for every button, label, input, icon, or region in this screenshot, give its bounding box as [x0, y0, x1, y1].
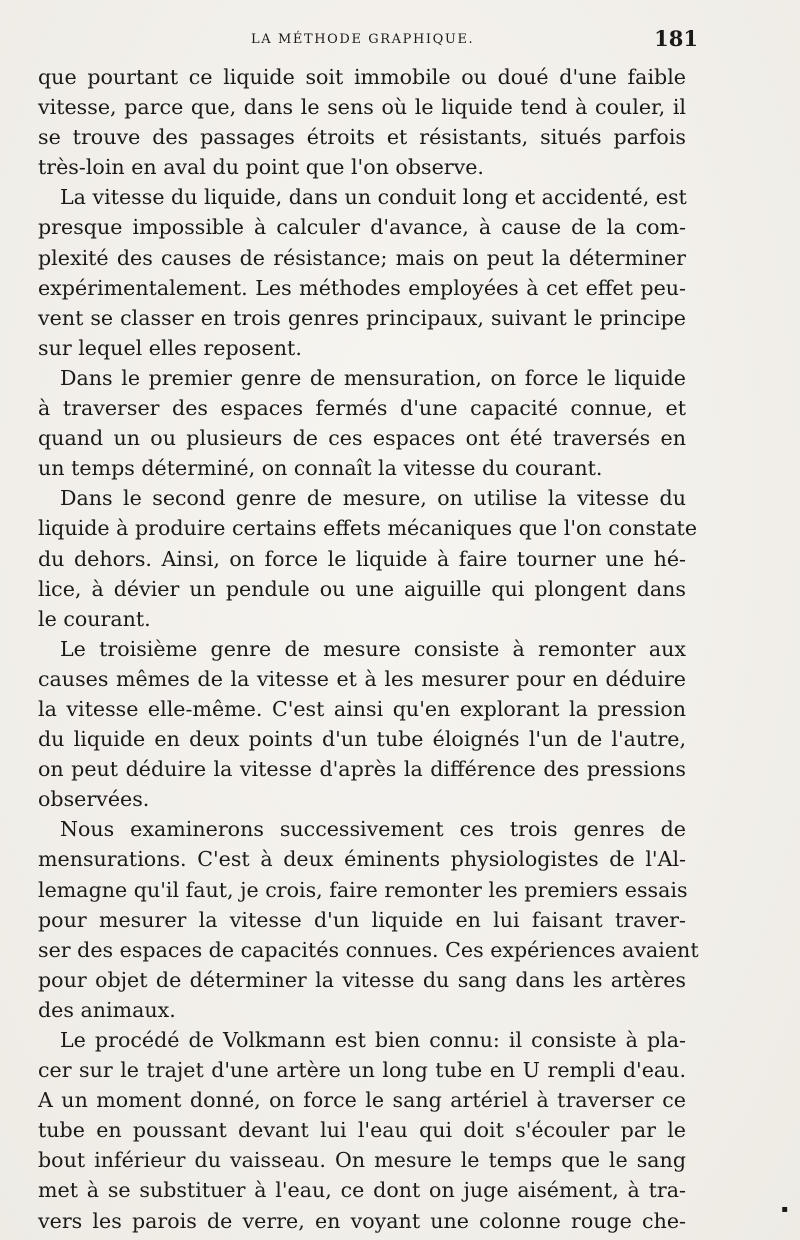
- text-line: presque impossible à calculer d'avance, à cause de la com-: [38, 215, 686, 240]
- page-header: [36, 26, 698, 60]
- text-line: très-loin en aval du point que l'on observe.: [38, 155, 484, 180]
- running-title: LA MÉTHODE GRAPHIQUE.: [251, 32, 475, 47]
- text-line: vers les parois de verre, en voyant une colonne rouge che-: [38, 1208, 686, 1233]
- text-line: Dans le second genre de mesure, on utilise la vitesse du: [60, 486, 686, 511]
- text-line: liquide à produire certains effets mécaniques que l'on constate: [38, 516, 697, 541]
- text-line: quand un ou plusieurs de ces espaces ont été traversés en: [38, 426, 686, 451]
- text-line: pour objet de déterminer la vitesse du sang dans les artères: [38, 967, 686, 992]
- text-line: on peut déduire la vitesse d'après la différence des pressions: [38, 757, 686, 782]
- text-line: vent se classer en trois genres principaux, suivant le principe: [38, 305, 686, 330]
- text-line: à traverser des espaces fermés d'une capacité connue, et: [38, 396, 686, 421]
- margin-mark: ▪: [781, 1204, 788, 1215]
- text-line: que pourtant ce liquide soit immobile ou doué d'une faible: [38, 65, 686, 89]
- text-line: la vitesse elle-même. C'est ainsi qu'en explorant la pression: [38, 696, 686, 721]
- text-line: Nous examinerons successivement ces trois genres de: [60, 817, 686, 842]
- text-line: vitesse, parce que, dans le sens où le liquide tend à couler, il: [38, 95, 686, 120]
- text-line: met à se substituer à l'eau, ce dont on juge aisément, à tra-: [38, 1178, 686, 1203]
- text-line: expérimentalement. Les méthodes employées à cet effet peu-: [38, 275, 686, 300]
- text-line: lemagne qu'il faut, je crois, faire remonter les premiers essais: [38, 877, 688, 902]
- text-line: Le troisième genre de mesure consiste à remonter aux: [60, 636, 686, 661]
- text-line: observées.: [38, 787, 150, 812]
- text-line: se trouve des passages étroits et résistants, situés parfois: [38, 125, 686, 150]
- text-line: un temps déterminé, on connaît la vitesse du courant.: [38, 456, 603, 481]
- text-line: causes mêmes de la vitesse et à les mesurer pour en déduire: [38, 666, 686, 691]
- text-line: lice, à dévier un pendule ou une aiguille qui plongent dans: [38, 576, 686, 601]
- text-line: cer sur le trajet d'une artère un long tube en U rempli d'eau.: [38, 1058, 686, 1083]
- text-line: Dans le premier genre de mensuration, on force le liquide: [60, 365, 686, 390]
- text-line: du liquide en deux points d'un tube éloignés l'un de l'autre,: [38, 727, 686, 752]
- text-line: ser des espaces de capacités connues. Ces expériences avaient: [38, 937, 699, 962]
- page-number: 181: [654, 26, 698, 51]
- text-line: Le procédé de Volkmann est bien connu: il consiste à pla-: [60, 1028, 686, 1052]
- text-line: des animaux.: [38, 997, 176, 1022]
- text-line: A un moment donné, on force le sang artériel à traverser ce: [38, 1088, 686, 1113]
- text-line: le courant.: [38, 606, 151, 631]
- text-line: La vitesse du liquide, dans un conduit long et accidenté, est: [60, 185, 687, 210]
- body-text: [38, 62, 699, 1236]
- text-line: mensurations. C'est à deux éminents physiologistes de l'Al-: [38, 847, 686, 872]
- text-line: bout inférieur du vaisseau. On mesure le temps que le sang: [38, 1148, 686, 1173]
- text-line: pour mesurer la vitesse d'un liquide en lui faisant traver-: [38, 907, 686, 932]
- text-line: sur lequel elles reposent.: [38, 335, 302, 360]
- text-line: tube en poussant devant lui l'eau qui doit s'écouler par le: [38, 1118, 686, 1143]
- text-line: du dehors. Ainsi, on force le liquide à faire tourner une hé-: [38, 546, 686, 571]
- text-line: plexité des causes de résistance; mais on peut la déterminer: [38, 245, 686, 270]
